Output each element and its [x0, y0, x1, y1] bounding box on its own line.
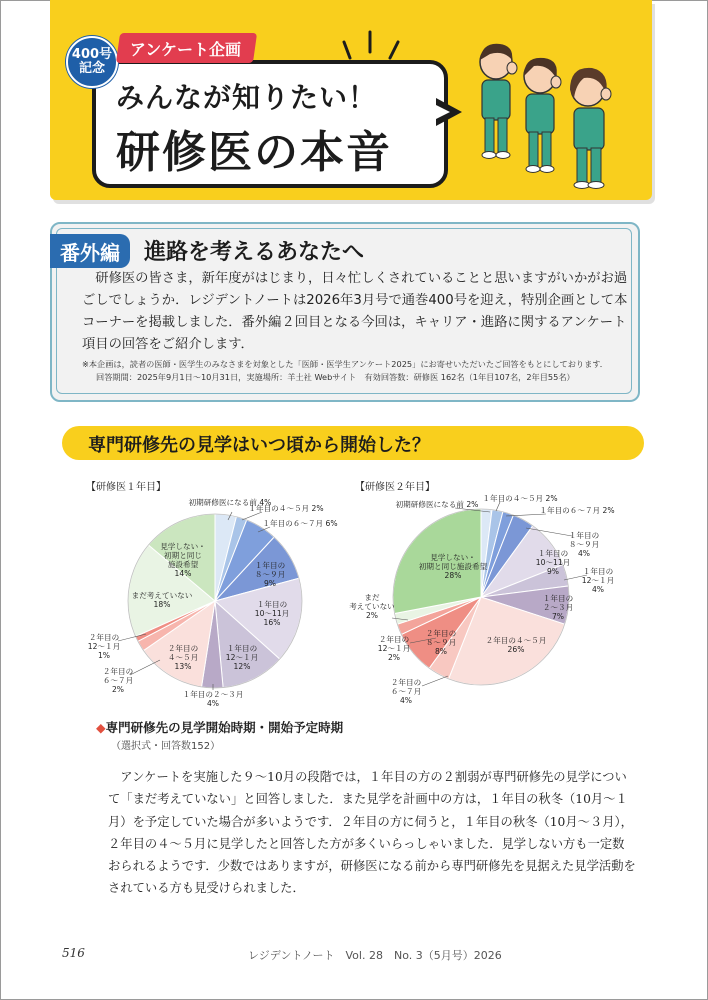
- chart-1-label-7: １年目の２～３月 4%: [182, 690, 244, 708]
- page-subtitle: みんなが知りたい！: [116, 81, 378, 114]
- chart-2-label-9: ２年目の６～７月 4%: [390, 678, 422, 705]
- figure-caption: ◆専門研修先の見学開始時期・開始予定時期: [96, 720, 344, 735]
- extra-edition-tag: 番外編: [50, 234, 130, 268]
- survey-note-line-1: ※本企画は，読者の医師・医学生のみなさまを対象とした「医師・医学生アンケート2025」にお寄せいただいたご回答をもとにしております．: [82, 359, 608, 369]
- chart-1-label-1: 初期研修医になる前 4%: [188, 498, 272, 507]
- page-title: 研修医の本音: [116, 127, 392, 178]
- chart-1-leader-9: [130, 660, 160, 675]
- chart-2-label-3: １年目の６～７月 2%: [539, 506, 615, 515]
- section-title: 専門研修先の見学はいつ頃から開始した？: [88, 435, 430, 456]
- chart-2-label-6: １年目の 12～１月 4%: [581, 567, 615, 594]
- chart-1-label-10: ２年目の 12～１月 1%: [87, 633, 121, 660]
- chart-2-label-7: １年目の２～３月 7%: [542, 594, 574, 621]
- chart-1-label-12: 見学しない・初期と同じ施設希望 14%: [160, 542, 206, 578]
- chart-1-label-8: ２年目の４～５月 13%: [167, 644, 199, 671]
- chart-2-label-5: １年目の 10～11月 9%: [535, 549, 571, 576]
- chart-2-label-1: 初期研修医になる前 2%: [395, 500, 479, 509]
- chart-1-label-3: １年目の６～７月 6%: [262, 519, 338, 528]
- chart-1-label-6: １年目の 12～１月 12%: [225, 644, 259, 671]
- chart-2-label-10: ２年目の８～９月 8%: [425, 629, 457, 656]
- chart-1-label-5: １年目の 10～11月 16%: [254, 600, 290, 627]
- chart-2-label-4: １年目の８～９月 4%: [568, 531, 600, 558]
- chart-1-title: 【研修医１年目】: [86, 482, 166, 493]
- intro-title: 進路を考えるあなたへ: [144, 240, 365, 265]
- figure-subcaption: （選択式・回答数152）: [111, 741, 221, 752]
- body-paragraph: アンケートを実施した９～10月の段階では，１年目の方の２割弱が専門研修先の見学について「まだ考えていない」と回答しました．また見学を計画中の方は，１年目の秋冬（10月～１月）を予定していた場合が多いようです．２年目の方に伺うと，１年目の秋冬（10月～３月），２年目の４～５月に見学したと回答した方が多くいらっしゃいました．見学しない方も一定数おられるようです．少数ではありますが，研修医になる前から専門研修先を見据えた見学活動をされている方も見受けられました．: [108, 770, 636, 896]
- chart-1-label-9: ２年目の６～７月 2%: [102, 667, 134, 694]
- chart-1-label-2: １年目の４～５月 2%: [248, 504, 324, 513]
- intro-paragraph: 研修医の皆さま，新年度がはじまり，日々忙しくされていることと思いますがいかがお過ごしでしょうか．レジデントノートは2026年3月号で通巻400号を迎え，特別企画として本コーナーを掲載しました．番外編２回目となる今回は，キャリア・進路に関するアンケート項目の回答をご紹介します．: [82, 271, 628, 352]
- chart-2-label-2: １年目の４～５月 2%: [482, 494, 558, 503]
- chart-1-label-4: １年目の８～９月 9%: [254, 561, 286, 588]
- chart-1-leader-2: [242, 512, 262, 520]
- chart-2-label-13: 見学しない・初期と同じ施設希望 28%: [418, 553, 488, 580]
- chart-2-label-11: ２年目の 12～１月 2%: [377, 635, 411, 662]
- chart-2-title: 【研修医２年目】: [355, 482, 435, 493]
- chart-2-label-8: ２年目の４～５月 26%: [485, 636, 547, 654]
- survey-ribbon: アンケート企画: [116, 33, 257, 63]
- chart-2-leader-9: [422, 676, 448, 686]
- diamond-icon: ◆: [96, 720, 106, 735]
- chart-2-label-12: まだ考えていない 2%: [349, 593, 395, 620]
- survey-note-line-2: 回答期間：2025年9月1日～10月31日，実施場所：羊土社 Webサイト 有効回答数：研修医 162名（1年目107名，2年目55名）: [96, 372, 575, 382]
- journal-footer: レジデントノート Vol. 28 No. 3（5月号）2026: [248, 949, 502, 962]
- chart-2-leader-2: [496, 502, 500, 511]
- page-number: 516: [62, 946, 85, 960]
- chart-1-label-11: まだ考えていない 18%: [131, 591, 193, 609]
- issue-400-badge: 400号 記念: [66, 36, 118, 88]
